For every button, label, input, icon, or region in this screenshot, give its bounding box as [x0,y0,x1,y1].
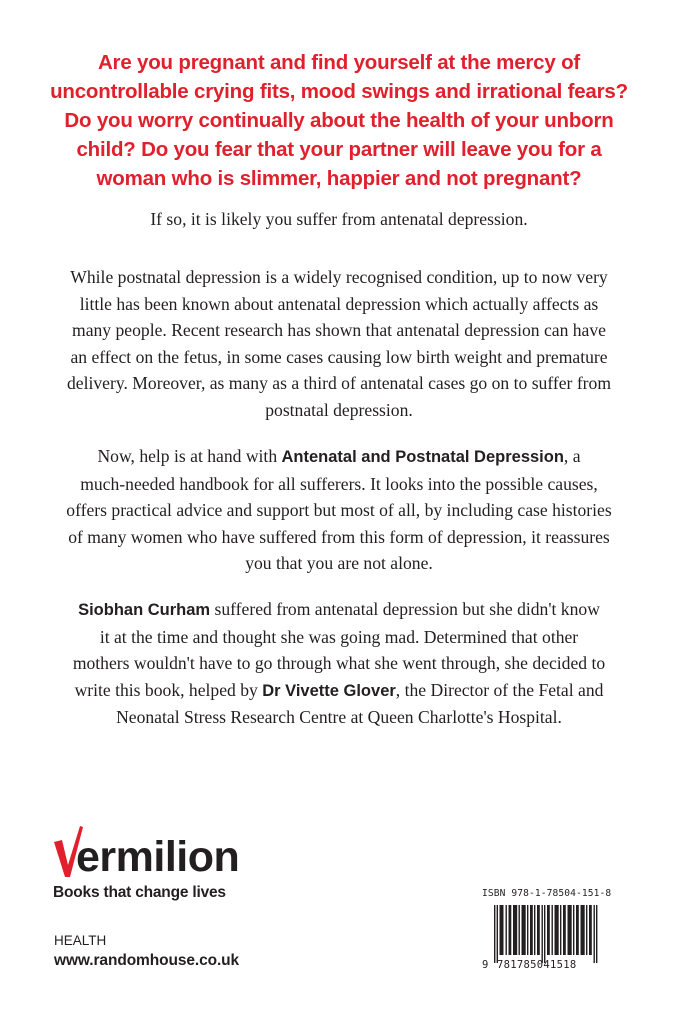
barcode-lead-digit: 9 [482,959,489,971]
headline-questions [30,48,648,193]
bio-text: write this book, helped by [74,679,263,700]
paragraph-line [40,443,638,471]
book-title: Antenatal and Postnatal Depression [281,448,564,466]
author-name: Siobhan Curham [78,601,211,619]
logo-wordmark: ermilion [76,833,240,881]
headline-line: Do you worry continually about the health of your unborn [64,109,614,132]
paragraph-line: much-needed handbook for all sufferers. It looks into the possible causes, [80,473,598,494]
paragraph-line: delivery. Moreover, as many as a third of antenatal cases go on to suffer from [66,373,612,394]
author-bio-paragraph [40,596,638,731]
book-category: HEALTH [54,933,107,948]
publisher-tagline: Books that change lives [53,884,226,901]
coauthor-name: Dr Vivette Glover [262,681,396,700]
barcode-bars-icon [482,905,612,963]
vermilion-logo [52,822,272,882]
headline-line: uncontrollable crying fits, mood swings and irrational fears? [50,80,628,103]
paragraph-line: of many women who have suffered from this form of depression, it reassures [68,526,610,547]
isbn-label: ISBN 978-1-78504-151-8 [482,888,612,899]
bio-text: , the Director of the Fetal and [395,679,604,700]
bio-text: suffered from antenatal depression but she didn't know [210,599,600,619]
barcode-number: 781785041518 [497,959,577,971]
isbn-barcode [482,885,612,980]
paragraph-line: it at the time and thought she was going mad. Determined that other [99,626,579,647]
paragraph-line: an effect on the fetus, in some cases causing low birth weight and premature [70,346,608,367]
description-paragraph [40,264,638,424]
paragraph-line [40,596,638,624]
pitch-lead-tail: , a [563,446,581,466]
headline-line: child? Do you fear that your partner will leave you for a [76,138,602,161]
book-pitch-paragraph [40,443,638,577]
paragraph-line: little has been known about antenatal depression which actually affects as [79,293,599,314]
paragraph-line: While postnatal depression is a widely recognised condition, up to now very [70,267,608,287]
intro-paragraph [40,206,638,233]
publisher-website: www.randomhouse.co.uk [54,952,240,969]
paragraph-line: many people. Recent research has shown that antenatal depression can have [72,320,606,341]
paragraph-line [40,677,638,705]
paragraph-line: mothers wouldn't have to go through what she went through, she decided to [72,653,606,674]
paragraph-line: you that you are not alone. [245,553,433,574]
pitch-lead-text: Now, help is at hand with [97,446,282,466]
headline-line: Are you pregnant and find yourself at the mercy of [97,51,581,74]
paragraph-line: postnatal depression. [265,399,413,420]
paragraph-line: offers practical advice and support but most of all, by including case histories [66,500,612,521]
paragraph-line: Neonatal Stress Research Centre at Queen Charlotte's Hospital. [116,707,562,728]
headline-line: woman who is slimmer, happier and not pregnant? [96,167,582,190]
intro-text: If so, it is likely you suffer from antenatal depression. [150,209,528,229]
